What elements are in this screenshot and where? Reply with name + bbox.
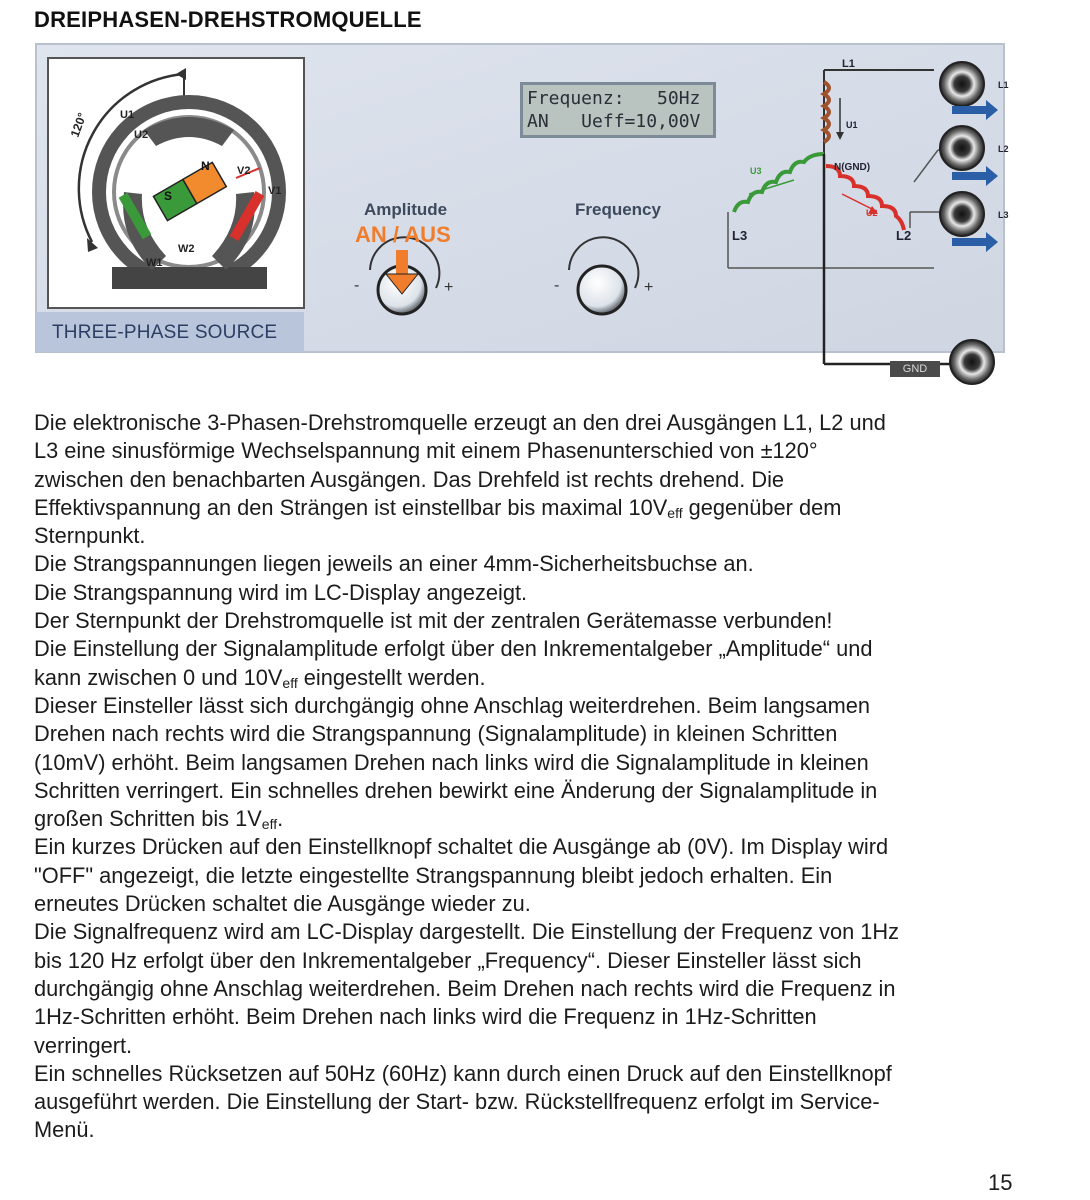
text-line: Ein kurzes Drücken auf den Einstellknopf schaltet die Ausgänge ab (0V). Im Display wird <box>34 834 889 860</box>
lcd-line-1: Frequenz: 50Hz <box>527 88 701 109</box>
gnd-label: GND <box>890 361 940 377</box>
svg-text:S: S <box>164 189 173 203</box>
svg-text:+: + <box>644 279 654 296</box>
frequency-label: Frequency <box>575 200 661 219</box>
svg-text:U1: U1 <box>120 109 135 121</box>
text-line: Die Einstellung der Signalamplitude erfolgt über den Inkrementalgeber „Amplitude“ und <box>34 636 873 662</box>
text-line: durchgängig ohne Anschlag weiterdrehen. Beim Drehen nach rechts wird die Frequenz in <box>34 975 896 1001</box>
text-line: bis 120 Hz erfolgt über den Inkrementalgeber „Frequency“. Dieser Einsteller lässt sich <box>34 947 862 973</box>
text-line: erneutes Drücken schaltet die Ausgänge wieder zu. <box>34 891 531 917</box>
svg-text:W2: W2 <box>178 243 195 255</box>
circuit-label-l3: L3 <box>732 228 748 243</box>
text-line <box>34 805 1034 833</box>
lcd-line-2: AN Ueff=10,00V <box>527 111 701 132</box>
text-line: Drehen nach rechts wird die Strangspannung (Signalamplitude) in kleinen Schritten <box>34 721 838 747</box>
circuit-label-u3: U3 <box>750 166 762 176</box>
svg-text:U2: U2 <box>134 129 149 141</box>
circuit-label-n-gnd: N(GND) <box>834 162 871 173</box>
text-line: Der Sternpunkt der Drehstromquelle ist mit der zentralen Gerätemasse verbunden! <box>34 608 833 634</box>
text-segment: . <box>277 806 284 832</box>
panel-label: THREE-PHASE SOURCE <box>52 322 278 343</box>
text-line: Die Strangspannungen liegen jeweils an einer 4mm-Sicherheitsbuchse an. <box>34 551 754 577</box>
text-segment: großen Schritten bis 1V <box>34 806 262 832</box>
text-line: ausgeführt werden. Die Einstellung der Start- bzw. Rückstellfrequenz erfolgt im Service- <box>34 1089 880 1115</box>
text-line <box>34 494 1034 522</box>
subscript-eff: eff <box>261 816 278 833</box>
three-phase-source-panel-figure <box>34 42 1014 390</box>
svg-text:V2: V2 <box>237 165 251 177</box>
body-text <box>34 409 1034 1145</box>
text-line: zwischen den benachbarten Ausgängen. Das Drehfeld ist rechts drehend. Die <box>34 466 785 492</box>
circuit-label-l2: L2 <box>896 228 912 243</box>
text-line: Schritten verringert. Ein schnelles drehen bewirkt eine Änderung der Signalamplitude in <box>34 777 878 803</box>
svg-text:+: + <box>444 279 454 296</box>
text-line: Dieser Einsteller lässt sich durchgängig ohne Anschlag weiterdrehen. Beim langsamen <box>34 692 871 718</box>
text-line: Sternpunkt. <box>34 523 146 549</box>
svg-text:120°: 120° <box>67 110 90 140</box>
text-segment: Effektivspannung an den Strängen ist einstellbar bis maximal 10V <box>34 494 668 520</box>
subscript-eff: eff <box>282 674 298 691</box>
page-number: 15 <box>988 1170 1013 1195</box>
svg-text:-: - <box>354 277 360 294</box>
amplitude-label: Amplitude <box>364 200 448 219</box>
socket-label-l1: L1 <box>998 80 1009 90</box>
text-line: (10mV) erhöht. Beim langsamen Drehen nach links wird die Signalamplitude in kleinen <box>34 749 869 775</box>
text-segment: gegenüber dem <box>682 494 842 520</box>
text-line: L3 eine sinusförmige Wechselspannung mit einem Phasenunterschied von ±120° <box>34 438 818 464</box>
text-line <box>34 664 1034 692</box>
text-segment: eingestellt werden. <box>297 664 486 690</box>
text-line: Die Signalfrequenz wird am LC-Display dargestellt. Die Einstellung der Frequenz von 1Hz <box>34 919 900 945</box>
socket-label-l2: L2 <box>998 144 1009 154</box>
text-line: verringert. <box>34 1032 133 1058</box>
svg-text:W1: W1 <box>146 257 163 269</box>
svg-text:-: - <box>554 277 560 294</box>
text-line: Ein schnelles Rücksetzen auf 50Hz (60Hz) kann durch einen Druck auf den Einstellknopf <box>34 1060 892 1086</box>
amplitude-on-off-note: AN / AUS <box>355 222 451 247</box>
text-line: Die Strangspannung wird im LC-Display angezeigt. <box>34 579 528 605</box>
text-line: Menü. <box>34 1117 95 1143</box>
text-line: "OFF" angezeigt, die letzte eingestellte Strangspannung bleibt jedoch erhalten. Ein <box>34 862 833 888</box>
socket-label-l3: L3 <box>998 210 1009 220</box>
subscript-eff: eff <box>667 504 683 521</box>
page-heading: DREIPHASEN-DREHSTROMQUELLE <box>34 7 422 32</box>
circuit-label-u1: U1 <box>846 120 858 130</box>
circuit-label-l1: L1 <box>842 58 855 70</box>
circuit-label-u2: U2 <box>866 208 878 218</box>
text-line: 1Hz-Schritten erhöht. Beim Drehen nach links wird die Frequenz in 1Hz-Schritten <box>34 1004 817 1030</box>
lc-display <box>520 82 716 138</box>
svg-text:V1: V1 <box>268 185 282 197</box>
text-line: Die elektronische 3-Phasen-Drehstromquelle erzeugt an den drei Ausgängen L1, L2 und <box>34 410 886 435</box>
svg-text:N: N <box>201 159 210 173</box>
text-segment: kann zwischen 0 und 10V <box>34 664 283 690</box>
